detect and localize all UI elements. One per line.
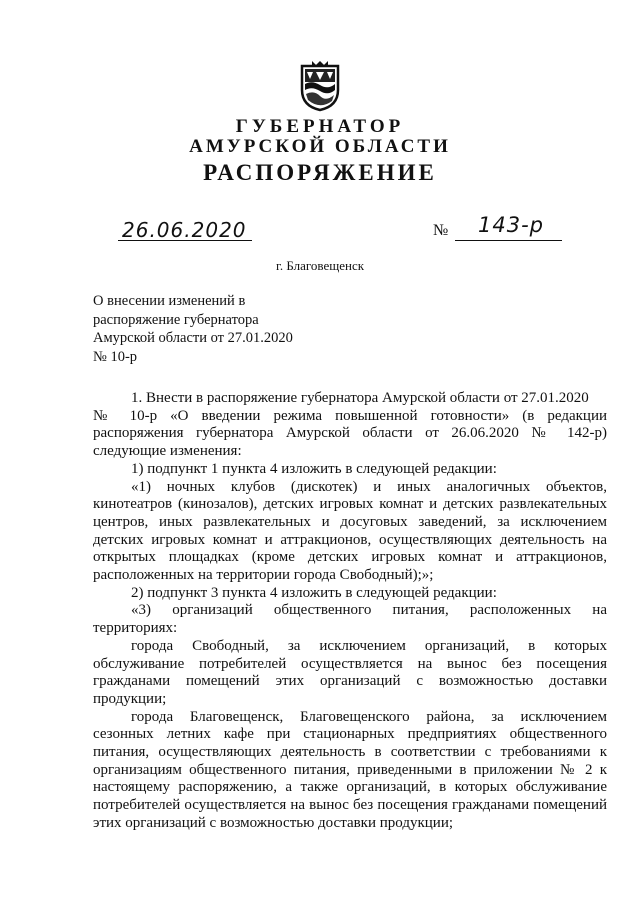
body-line: питания, осуществляющих деятельность в соответствии с требованиями к: [93, 744, 607, 761]
body-line: продукции;: [93, 690, 167, 707]
body-line: 1. Внести в распоряжение губернатора Амурской области от 27.01.2020: [131, 390, 589, 406]
header-document-type: РАСПОРЯЖЕНИЕ: [203, 160, 437, 185]
city: г. Благовещенск: [275, 258, 365, 273]
subject-line: № 10-р: [93, 348, 138, 365]
body-line: настоящему распоряжению, а также организаций, в которых обслуживание: [93, 779, 607, 796]
body-line: «3) организаций общественного питания, расположенных на: [131, 602, 607, 619]
body-line: сезонных летних кафе при стационарных предприятиях общественного: [93, 726, 607, 743]
header-governor: ГУБЕРНАТОР: [235, 116, 405, 137]
body-line: открытых площадках (кроме детских игровых комнат и аттракционов,: [93, 549, 607, 566]
subject-line: Амурской области от 27.01.2020: [93, 330, 293, 346]
body-line: центров, иных развлекательных и досуговых заведений, за исключением: [93, 513, 607, 530]
body-line: «1) ночных клубов (дискотек) и иных аналогичных объектов,: [131, 478, 607, 495]
document-body: [93, 390, 607, 833]
body-line: потребителей осуществляется на вынос без посещения гражданами помещений: [93, 797, 607, 814]
handwritten-number: 143-р: [478, 213, 544, 237]
body-line: кинотеатров (кинозалов), детских игровых комнат и детских развлекательных: [93, 496, 607, 513]
body-line: распоряжения губернатора Амурской области от 26.06.2020 № 142-р): [93, 425, 607, 442]
body-line: детских игровых комнат и аттракционов, осуществляющих деятельность на: [93, 531, 607, 548]
body-line: организациям общественного питания, приведенными в приложении № 2 к: [93, 761, 607, 778]
subject-line: распоряжение губернатора: [93, 311, 259, 328]
body-line: следующие изменения:: [93, 443, 242, 460]
body-line: территориях:: [93, 620, 178, 637]
number-underline: [455, 240, 562, 241]
body-line: № 10-р «О введении режима повышенной готовности» (в редакции: [93, 407, 607, 424]
amur-region-coat-of-arms-icon: [298, 60, 342, 112]
body-line: города Свободный, за исключением организаций, в которых: [131, 637, 607, 654]
handwritten-date: 26.06.2020: [122, 218, 247, 242]
body-line: 1) подпункт 1 пункта 4 изложить в следующей редакции:: [131, 460, 497, 477]
body-line: 2) подпункт 3 пункта 4 изложить в следующей редакции:: [131, 584, 497, 601]
body-line: города Благовещенск, Благовещенского района, за исключением: [131, 708, 607, 725]
header-region: АМУРСКОЙ ОБЛАСТИ: [189, 136, 451, 157]
body-line: обслуживание потребителей осуществляется на вынос без посещения: [93, 655, 607, 672]
subject-line: О внесении изменений в: [93, 293, 246, 309]
body-line: гражданами помещений этих организаций с возможностью доставки: [93, 673, 607, 690]
date-underline: [118, 240, 252, 241]
subject-block: [93, 292, 353, 366]
body-line: расположенных на территории города Свободный);»;: [93, 567, 434, 584]
body-line: этих организаций с возможностью доставки продукции;: [93, 814, 454, 831]
number-label: №: [433, 222, 449, 239]
